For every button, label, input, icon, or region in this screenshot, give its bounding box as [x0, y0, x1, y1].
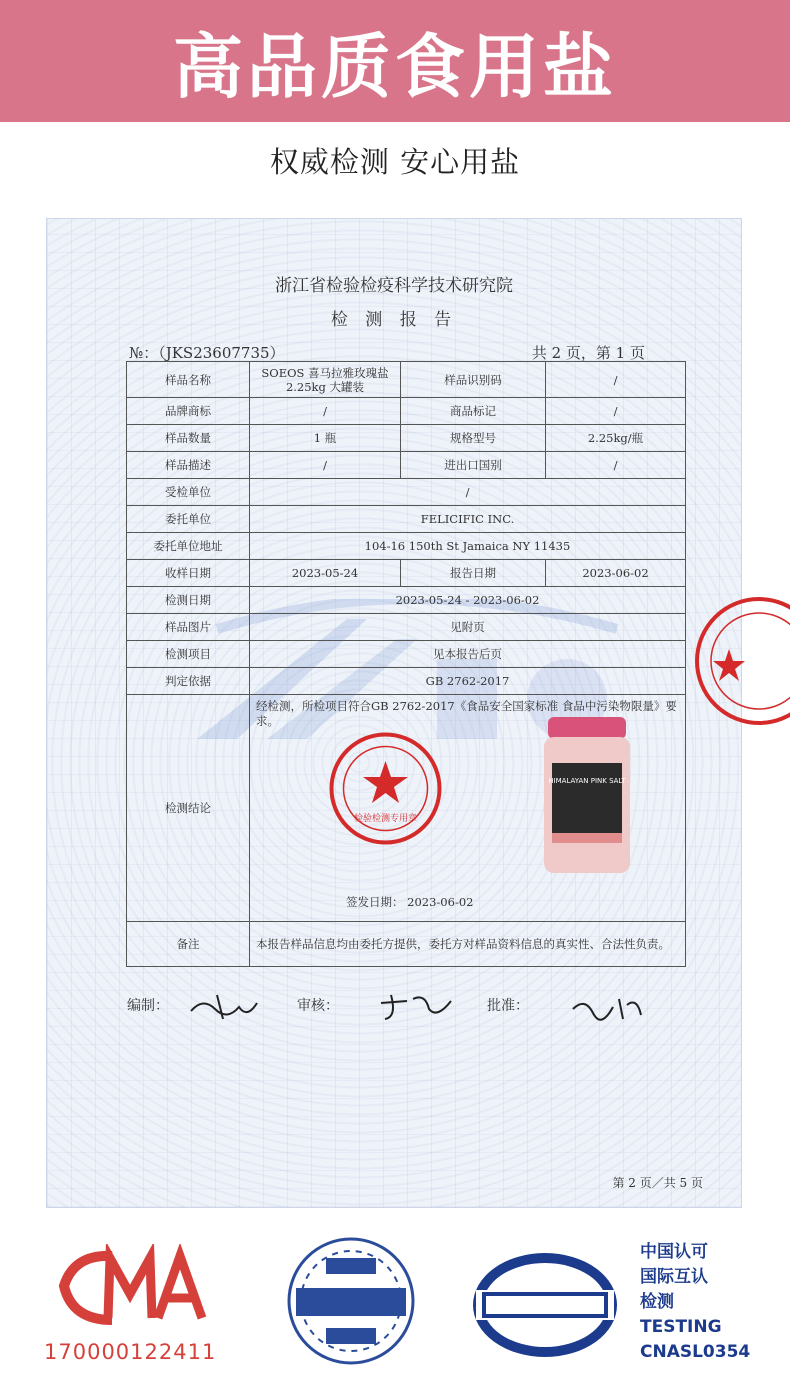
- inspected-unit-value: /: [250, 479, 686, 506]
- page-title: 高品质食用盐: [173, 25, 617, 108]
- quantity-value: 1 瓶: [250, 425, 401, 452]
- test-date-label: 检测日期: [127, 587, 250, 614]
- client-label: 委托单位: [127, 506, 250, 533]
- ilac-mra-logo-icon: [286, 1236, 416, 1366]
- cnas-line: TESTING: [640, 1317, 722, 1337]
- conclusion-cell: [250, 695, 686, 922]
- table-row: [127, 668, 686, 695]
- inspected-unit-label: 受检单位: [127, 479, 250, 506]
- table-row: [127, 506, 686, 533]
- table-row: [127, 425, 686, 452]
- remark-label: 备注: [127, 922, 250, 967]
- approver-label: 批准：: [487, 998, 529, 1014]
- reviewer-signature: [377, 989, 457, 1025]
- conclusion-label: 检测结论: [127, 695, 250, 922]
- goods-mark-label: 商品标记: [401, 398, 546, 425]
- cma-number: 170000122411: [44, 1340, 217, 1364]
- basis-label: 判定依据: [127, 668, 250, 695]
- spec-value: 2.25kg/瓶: [546, 425, 686, 452]
- client-value: FELICIFIC INC.: [250, 506, 686, 533]
- edge-seal-fragment: [689, 591, 790, 731]
- header-banner: [0, 0, 790, 122]
- basis-value: GB 2762-2017: [250, 668, 686, 695]
- institute-name: 浙江省检验检疫科学技术研究院: [275, 276, 513, 296]
- report-info-table: [126, 361, 686, 967]
- table-row: [127, 922, 686, 967]
- approver-signature: [567, 991, 647, 1025]
- page-info: 共 2 页，第 1 页: [531, 344, 645, 362]
- brand-label: 品牌商标: [127, 398, 250, 425]
- footer-page-info: 第 2 页／共 5 页: [612, 1176, 703, 1190]
- sample-id-value: /: [546, 362, 686, 398]
- jar-label-text: HIMALAYAN PINK SALT: [548, 777, 626, 785]
- table-row: [127, 398, 686, 425]
- product-jar-image: [538, 717, 636, 875]
- test-items-value: 见本报告后页: [250, 641, 686, 668]
- report-date-value: 2023-06-02: [546, 560, 686, 587]
- test-date-value: 2023-05-24 - 2023-06-02: [250, 587, 686, 614]
- report-number: №：（JKS23607735）: [129, 344, 285, 362]
- cnas-text: [640, 1240, 750, 1365]
- conclusion-text: 经检测，所检项目符合GB 2762-2017《食品安全国家标准 食品中污染物限量》要求。: [256, 699, 677, 728]
- table-row: [127, 614, 686, 641]
- test-report-certificate: [46, 218, 742, 1208]
- editor-label: 编制：: [127, 998, 169, 1014]
- cnas-line: 检测: [640, 1292, 674, 1312]
- spec-label: 规格型号: [401, 425, 546, 452]
- remark-value: 本报告样品信息均由委托方提供，委托方对样品资料信息的真实性、合法性负责。: [250, 922, 686, 967]
- page-subtitle: 权威检测 安心用盐: [269, 145, 521, 179]
- brand-value: /: [250, 398, 401, 425]
- reviewer-label: 审核：: [297, 998, 339, 1014]
- cnas-line: CNASL0354: [640, 1342, 751, 1362]
- sign-date: 签发日期： 2023-06-02: [346, 895, 474, 909]
- table-row: [127, 479, 686, 506]
- client-address-label: 委托单位地址: [127, 533, 250, 560]
- official-seal: [328, 731, 443, 846]
- description-value: /: [250, 452, 401, 479]
- sample-name-value: SOEOS 喜马拉雅玫瑰盐 2.25kg 大罐装: [250, 362, 401, 398]
- description-label: 样品描述: [127, 452, 250, 479]
- sample-image-value: 见附页: [250, 614, 686, 641]
- table-row: [127, 533, 686, 560]
- cma-logo-icon: [52, 1244, 216, 1330]
- test-items-label: 检测项目: [127, 641, 250, 668]
- goods-mark-value: /: [546, 398, 686, 425]
- sample-id-label: 样品识别码: [401, 362, 546, 398]
- seal-text: 检验检测专用章: [353, 814, 418, 824]
- receive-date-label: 收样日期: [127, 560, 250, 587]
- sample-image-label: 样品图片: [127, 614, 250, 641]
- receive-date-value: 2023-05-24: [250, 560, 401, 587]
- quantity-label: 样品数量: [127, 425, 250, 452]
- table-row: [127, 560, 686, 587]
- import-country-label: 进出口国别: [401, 452, 546, 479]
- cnas-logo-icon: [470, 1250, 620, 1360]
- editor-signature: [187, 989, 267, 1025]
- table-row: [127, 695, 686, 922]
- report-title: 检 测 报 告: [330, 310, 458, 330]
- table-row: [127, 362, 686, 398]
- cnas-line: 中国认可: [640, 1242, 708, 1262]
- import-country-value: /: [546, 452, 686, 479]
- sample-name-label: 样品名称: [127, 362, 250, 398]
- table-row: [127, 587, 686, 614]
- report-date-label: 报告日期: [401, 560, 546, 587]
- certification-logos: [0, 1228, 790, 1398]
- cnas-line: 国际互认: [640, 1267, 708, 1287]
- table-row: [127, 452, 686, 479]
- table-row: [127, 641, 686, 668]
- client-address-value: 104-16 150th St Jamaica NY 11435: [250, 533, 686, 560]
